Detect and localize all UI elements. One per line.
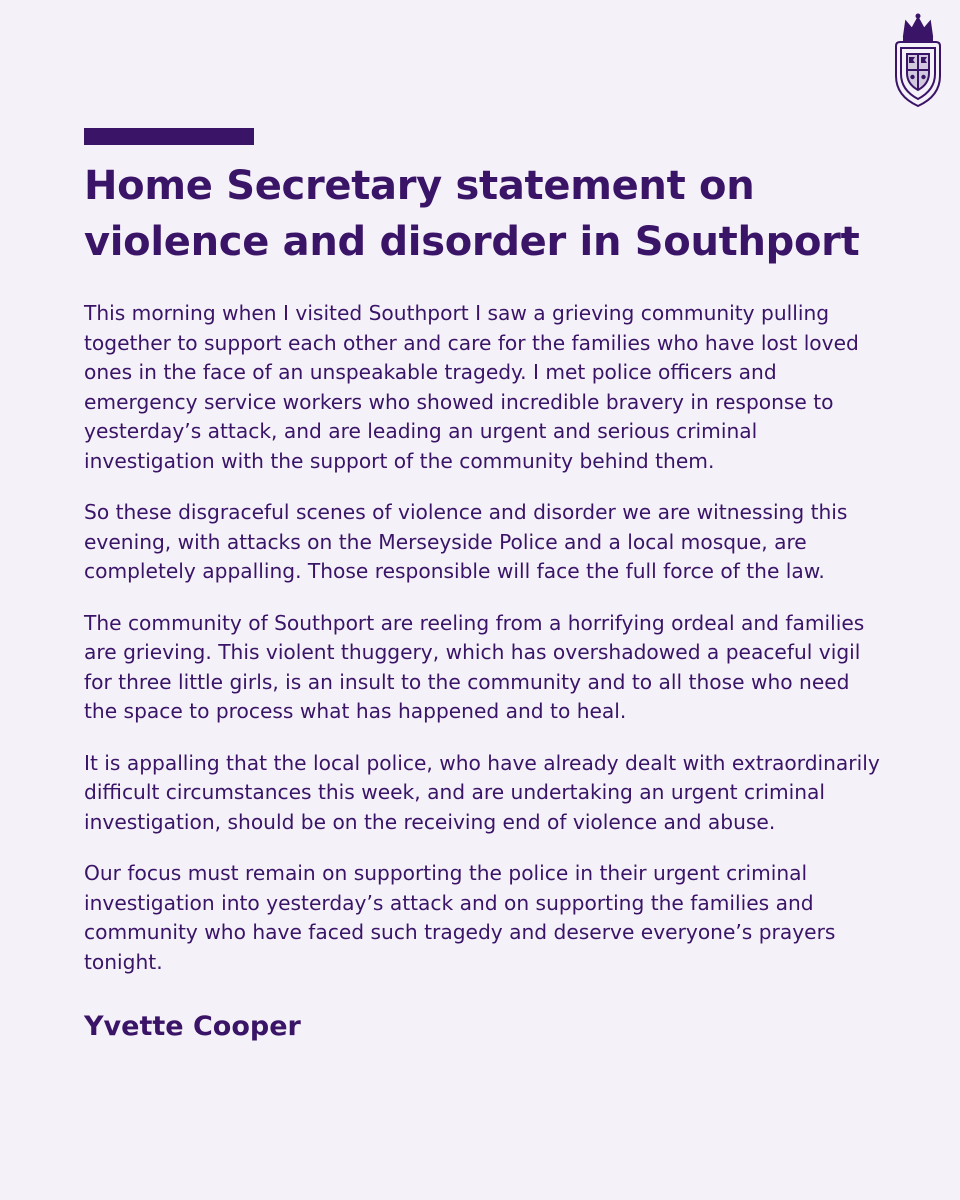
statement-paragraph: Our focus must remain on supporting the police in their urgent criminal investigation into yesterday’s attack and on supporting the families and community who have faced such tragedy and deserve everyone’s prayers tonight. [84, 861, 836, 974]
title-accent-bar [84, 128, 254, 145]
royal-coat-of-arms-icon [888, 10, 948, 110]
statement-paragraph: So these disgraceful scenes of violence and disorder we are witnessing this evening, with attacks on the Merseyside Police and a local mosque, are completely appalling. Those responsible will face the full force of the law. [84, 500, 848, 583]
statement-paragraph: The community of Southport are reeling from a horrifying ordeal and families are grieving. This violent thuggery, which has overshadowed a peaceful vigil for three little girls, is an insult to the community and to all those who need the space to process what has happened and to heal. [84, 610, 865, 723]
statement-paragraph: It is appalling that the local police, who have already dealt with extraordinarily difficult circumstances this week, and are undertaking an urgent criminal investigation, should be on the receiving end of violence and abuse. [84, 750, 880, 834]
statement-paragraph: This morning when I visited Southport I saw a grieving community pulling together to support each other and care for the families who have lost loved ones in the face of an unspeakable tragedy. I met police officers and emergency service workers who showed incredible bravery in response to yesterday’s attack, and are leading an urgent and serious criminal investigation with the support of the community behind them. [84, 301, 859, 473]
signature: Yvette Cooper [84, 1011, 301, 1042]
statement-body [84, 299, 884, 1045]
statement-title: Home Secretary statement on violence and disorder in Southport [84, 163, 860, 265]
